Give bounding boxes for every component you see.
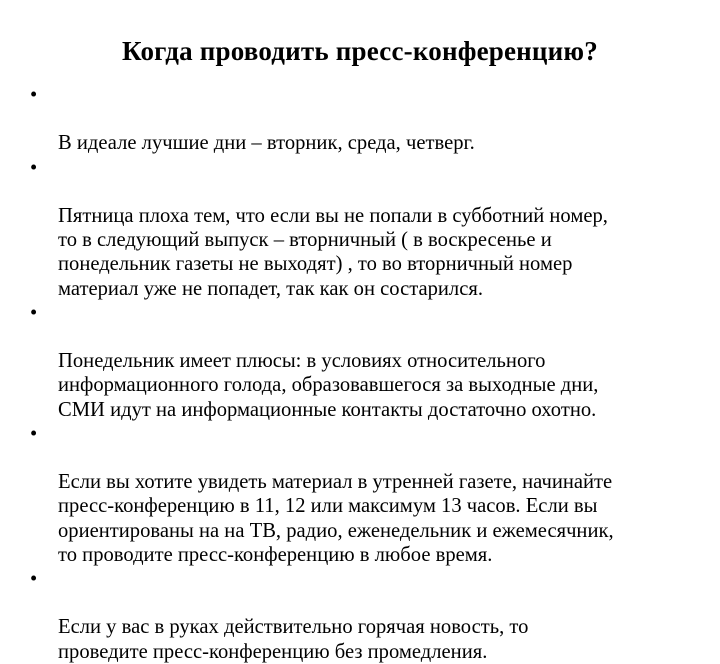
bullet-icon: •: [30, 422, 38, 445]
bullet-text: В идеале лучшие дни – вторник, среда, четверг.: [58, 132, 475, 155]
bullet-item: [30, 422, 714, 567]
bullet-text: Понедельник имеет плюсы: в условиях относительного информационного голода, образовавшегося за выходные дни, СМИ идут на информационные контакты достаточно охотно.: [58, 350, 599, 421]
bullet-icon: •: [30, 568, 38, 591]
bullet-text: Если у вас в руках действительно горячая новость, то проведите пресс-конференцию без промедления.: [58, 616, 529, 663]
slide-title: Когда проводить пресс-конференцию?: [122, 36, 598, 66]
bullet-item: [30, 83, 714, 156]
bullet-text: Пятница плоха тем, что если вы не попали в субботний номер, то в следующий выпуск – вторничный ( в воскресенье и понедельник газеты не выходят) , то во вторничный номер материал уже не попадет, так как он состарился.: [58, 205, 608, 300]
bullet-icon: •: [30, 84, 38, 106]
bullet-text: Если вы хотите увидеть материал в утренней газете, начинайте пресс-конференцию в 11, 12 или максимум 13 часов. Если вы ориентированы на на ТВ, радио, еженедельник и ежемесячник, то проводите пресс-конференцию в любое время.: [58, 471, 614, 566]
bullet-item: [30, 156, 714, 301]
bullet-list: [30, 83, 714, 664]
bullet-item: [30, 567, 714, 664]
bullet-item: [30, 301, 714, 422]
bullet-icon: •: [30, 301, 38, 324]
bullet-icon: •: [30, 156, 38, 179]
